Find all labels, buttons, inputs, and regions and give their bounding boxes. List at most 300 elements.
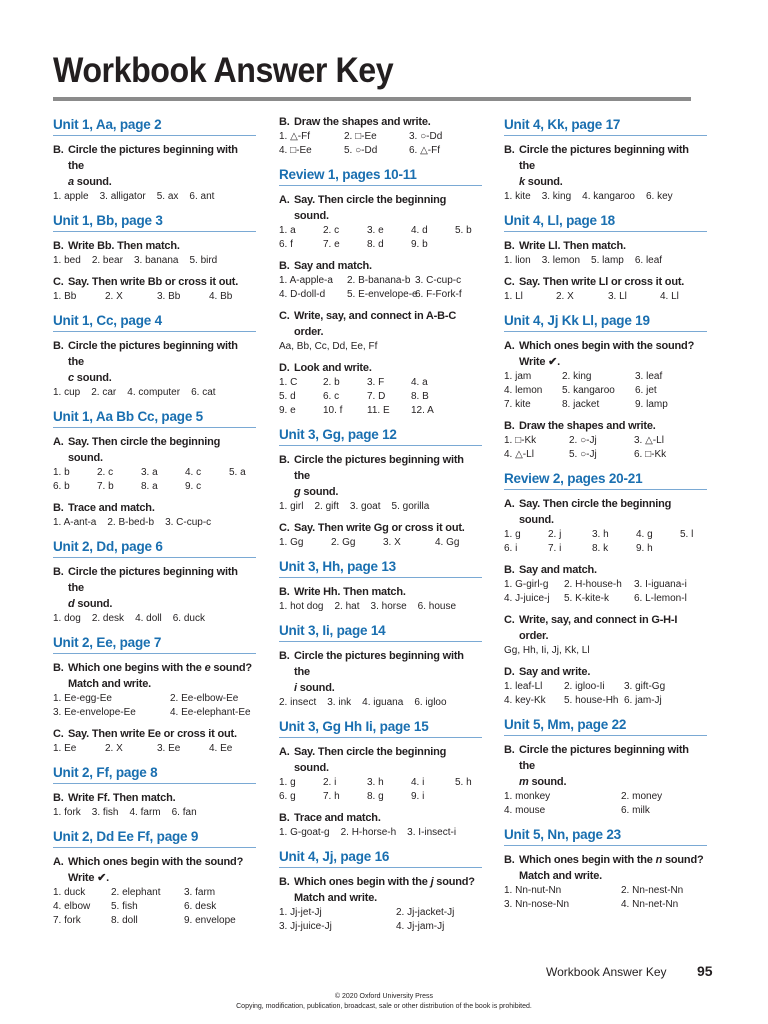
instruction-main: Say. Then write Gg or cross it out. (294, 522, 465, 534)
unit-section (53, 626, 256, 756)
exercise-instruction (504, 142, 707, 190)
exercise-instruction (504, 338, 707, 370)
exercise-letter: A. (279, 194, 290, 206)
answer-item: 3. I-insect-i (407, 827, 457, 838)
copyright-notice (0, 992, 768, 1012)
answer-item: 4. Ee (209, 743, 233, 754)
instruction-sound: g (294, 486, 301, 498)
answer-item: 11. E (367, 405, 390, 416)
answer-item: 8. k (592, 543, 609, 554)
unit-heading: Unit 1, Aa Bb Cc, page 5 (53, 400, 256, 428)
exercise-letter: C. (53, 728, 64, 740)
answer-row (504, 434, 707, 448)
instruction-main: Circle the pictures beginning with the (68, 144, 238, 172)
exercise-instruction (53, 790, 256, 806)
instruction-main: Draw the shapes and write. (294, 116, 431, 128)
answer-item: 4. elbow (53, 901, 91, 912)
answer-item: 4. g (636, 529, 653, 540)
instruction-main: Circle the pictures beginning with the (294, 454, 464, 482)
answer-item: 4. computer (127, 387, 181, 398)
answer-item: 8. g (367, 791, 384, 802)
answer-item (229, 480, 256, 494)
exercise-letter: C. (279, 310, 290, 322)
copyright-line-2: Copying, modification, publication, broadcast, sale or other distribution of the book is prohibited. (236, 1003, 532, 1010)
exercise-instruction (504, 274, 707, 290)
unit-heading: Review 1, pages 10-11 (279, 158, 482, 186)
answer-row (279, 376, 482, 390)
instruction-line2: Write ✔. (519, 356, 561, 368)
answer-item: 5. ○-Dd (344, 145, 378, 156)
answer-item: 4. J-juice-j (504, 593, 550, 604)
answer-item: 6. g (279, 791, 296, 802)
answer-item: 3. a (141, 467, 158, 478)
answer-item: 2. B-banana-b (347, 275, 411, 286)
instruction-main: Say. Then write Ll or cross it out. (519, 276, 685, 288)
answer-item: 7. kite (504, 399, 531, 410)
answer-item: 8. B (411, 391, 429, 402)
exercise-instruction (504, 852, 707, 884)
instruction-main: Say. Then circle the beginning sound. (294, 194, 447, 222)
instruction-sound: i (294, 682, 297, 694)
answer-item: 1. g (279, 777, 296, 788)
instruction-text (68, 274, 256, 290)
answer-item: 3. king (541, 191, 572, 202)
answer-item: 1. g (504, 529, 521, 540)
instruction-main: Which ones begin with the (519, 854, 653, 866)
instruction-text (68, 142, 256, 190)
answer-item: 3. goat (349, 501, 381, 512)
answer-item: 4. a (411, 377, 428, 388)
instruction-main: Write Bb. Then match. (68, 240, 180, 252)
answer-item: 1. G-goat-g (279, 827, 330, 838)
answer-row (53, 480, 256, 494)
answer-item: 1. lion (504, 255, 531, 266)
instruction-text (294, 874, 482, 906)
answer-item: 9. h (636, 543, 653, 554)
instruction-text (68, 238, 256, 254)
instruction-main: Say. Then circle the beginning sound. (68, 436, 221, 464)
answer-row (53, 692, 256, 706)
exercise-letter: B. (53, 144, 64, 156)
answer-item: 5. house-Hh (564, 695, 619, 706)
answer-row (53, 290, 256, 304)
answer-item: 2. X (105, 291, 123, 302)
exercise-letter: B. (53, 240, 64, 252)
answer-item: 9. i (411, 791, 425, 802)
instruction-rest: sound? (433, 876, 475, 888)
exercise-instruction (504, 238, 707, 254)
instruction-text (519, 852, 707, 884)
answer-item: 4. Nn-net-Nn (621, 899, 679, 910)
answer-item: 2. b (323, 377, 340, 388)
unit-section (504, 108, 707, 204)
answer-item: 3. alligator (99, 191, 146, 202)
instruction-text (294, 360, 482, 376)
answer-item: 1. duck (53, 887, 86, 898)
answer-item: 5. gorilla (391, 501, 430, 512)
exercise-letter: C. (53, 276, 64, 288)
answer-row (53, 742, 256, 756)
answer-item: 9. envelope (184, 915, 236, 926)
exercise-instruction (504, 742, 707, 790)
answer-item (680, 542, 707, 556)
answer-line (504, 254, 707, 268)
instruction-text (294, 584, 482, 600)
answer-item: 7. e (323, 239, 340, 250)
exercise-letter: D. (279, 362, 290, 374)
footer-label: Workbook Answer Key (546, 965, 667, 979)
unit-section (504, 818, 707, 912)
answer-item: 7. D (367, 391, 386, 402)
instruction-line2: sound. (74, 598, 113, 610)
answer-item: 1. Ll (504, 291, 523, 302)
exercise-instruction (504, 664, 707, 680)
exercise-letter: B. (504, 420, 515, 432)
exercise-letter: A. (504, 498, 515, 510)
answer-item: 1. Nn-nut-Nn (504, 885, 562, 896)
answer-item: 4. c (185, 467, 202, 478)
answer-item: 1. bed (53, 255, 81, 266)
answer-item: 2. car (91, 387, 117, 398)
instruction-text (294, 520, 482, 536)
answer-item: 3. Ll (608, 291, 627, 302)
unit-section (53, 756, 256, 820)
answer-item: 2. desk (91, 613, 125, 624)
answer-item: 1. G-girl-g (504, 579, 549, 590)
instruction-text (519, 418, 707, 434)
unit-heading: Unit 4, Jj Kk Ll, page 19 (504, 304, 707, 332)
unit-heading: Unit 4, Kk, page 17 (504, 108, 707, 136)
answer-row (279, 776, 482, 790)
answer-item: 4. Gg (435, 537, 460, 548)
page-number: 95 (697, 963, 713, 979)
answer-item: 4. △-Ll (504, 449, 534, 460)
answer-item: 3. banana (133, 255, 179, 266)
exercise-instruction (53, 142, 256, 190)
exercise-instruction (279, 874, 482, 906)
answer-item: 5. a (229, 467, 246, 478)
instruction-text (294, 452, 482, 500)
instruction-main: Say. Then write Bb or cross it out. (68, 276, 239, 288)
instruction-main: Circle the pictures beginning with the (68, 566, 238, 594)
answer-item: 2. Nn-nest-Nn (621, 885, 684, 896)
instruction-main: Which ones begin with the (294, 876, 428, 888)
instruction-main: Trace and match. (294, 812, 381, 824)
answer-item: 1. △-Ff (279, 131, 311, 142)
answer-row (279, 288, 482, 302)
answer-item: 1. girl (279, 501, 304, 512)
exercise-instruction (279, 258, 482, 274)
exercise-instruction (53, 564, 256, 612)
instruction-main: Write, say, and connect in A-B-C order. (294, 310, 457, 338)
exercise-letter: A. (53, 436, 64, 448)
copyright-line-1: © 2020 Oxford University Press (334, 993, 434, 1000)
unit-section (53, 204, 256, 304)
instruction-text (519, 338, 707, 370)
unit-heading: Unit 1, Aa, page 2 (53, 108, 256, 136)
answer-line (279, 600, 482, 614)
instruction-text (294, 744, 482, 776)
unit-section (279, 418, 482, 550)
instruction-text (294, 192, 482, 224)
instruction-text (294, 258, 482, 274)
answer-item: 4. mouse (504, 805, 546, 816)
answer-item: 5. lamp (591, 255, 624, 266)
answer-row (279, 390, 482, 404)
answer-item: 1. a (279, 225, 296, 236)
answer-row (279, 790, 482, 804)
exercise-instruction (279, 114, 482, 130)
answer-item: 2. Ee-elbow-Ee (170, 693, 239, 704)
instruction-line2: Write ✔. (68, 872, 110, 884)
answer-item: 4. farm (129, 807, 161, 818)
instruction-line2: sound. (300, 486, 339, 498)
answer-row (504, 592, 707, 606)
instruction-main: Circle the pictures beginning with the (519, 744, 689, 772)
answer-row (504, 790, 707, 804)
unit-section (279, 114, 482, 158)
exercise-letter: B. (279, 116, 290, 128)
exercise-letter: A. (504, 340, 515, 352)
exercise-instruction (279, 810, 482, 826)
answer-row (53, 706, 256, 720)
answer-item: 4. D-doll-d (279, 289, 326, 300)
exercise-instruction (279, 648, 482, 696)
unit-section (279, 158, 482, 418)
unit-heading: Unit 2, Dd, page 6 (53, 530, 256, 558)
unit-heading: Unit 3, Gg, page 12 (279, 418, 482, 446)
unit-heading: Unit 5, Nn, page 23 (504, 818, 707, 846)
answer-item: 4. d (411, 225, 428, 236)
instruction-main: Write Ll. Then match. (519, 240, 626, 252)
answer-item: 5. b (455, 225, 472, 236)
answer-row (279, 130, 482, 144)
answer-item: 5. bird (189, 255, 218, 266)
answer-row (279, 274, 482, 288)
answer-item: 2. B-bed-b (107, 517, 155, 528)
answer-item: 2. X (556, 291, 574, 302)
answer-item: 3. I-iguana-i (634, 579, 687, 590)
answer-item: 2. king (562, 371, 592, 382)
answer-item: 1. dog (53, 613, 81, 624)
unit-section (504, 304, 707, 462)
unit-section (504, 204, 707, 304)
answer-item: 1. leaf-Ll (504, 681, 543, 692)
answer-row (53, 914, 256, 928)
exercise-instruction (53, 854, 256, 886)
answer-item: 1. C (279, 377, 298, 388)
instruction-main: Say and match. (519, 564, 597, 576)
instruction-main: Trace and match. (68, 502, 155, 514)
instruction-text (519, 664, 707, 680)
answer-item: 4. key-Kk (504, 695, 546, 706)
answer-row (504, 528, 707, 542)
exercise-letter: C. (504, 276, 515, 288)
answer-item: 3. Ee (157, 743, 181, 754)
unit-heading: Review 2, pages 20-21 (504, 462, 707, 490)
exercise-letter: B. (279, 454, 290, 466)
exercise-instruction (279, 744, 482, 776)
exercise-letter: B. (279, 586, 290, 598)
instruction-sound: k (519, 176, 525, 188)
answer-row (279, 224, 482, 238)
exercise-letter: B. (279, 260, 290, 272)
answer-line (279, 340, 482, 354)
answer-item: 8. a (141, 481, 158, 492)
answer-item: 10. f (323, 405, 343, 416)
unit-heading: Unit 4, Ll, page 18 (504, 204, 707, 232)
instruction-main: Circle the pictures beginning with the (294, 650, 464, 678)
answer-row (504, 680, 707, 694)
answer-item: 2. X (105, 743, 123, 754)
answer-item: 1. Ee-egg-Ee (53, 693, 112, 704)
instruction-line2: Match and write. (294, 892, 377, 904)
answer-item: 3. △-Ll (634, 435, 664, 446)
answer-item: 3. C-cup-c (415, 275, 462, 286)
answer-item: 2. H-house-h (564, 579, 622, 590)
exercise-instruction (53, 660, 256, 692)
answer-item: 3. Jj-juice-Jj (279, 921, 332, 932)
answer-item: 12. A (411, 405, 434, 416)
instruction-text (294, 648, 482, 696)
unit-heading: Unit 1, Cc, page 4 (53, 304, 256, 332)
answer-line (504, 644, 707, 658)
answer-item: 3. e (367, 225, 384, 236)
unit-section (279, 550, 482, 614)
instruction-text (519, 496, 707, 528)
answer-line (53, 386, 256, 400)
instruction-main: Write, say, and connect in G-H-I order. (519, 614, 678, 642)
answer-item: 2. money (621, 791, 663, 802)
exercise-instruction (504, 496, 707, 528)
unit-heading: Unit 3, Hh, page 13 (279, 550, 482, 578)
answer-row (53, 886, 256, 900)
instruction-text (68, 564, 256, 612)
answer-row (53, 900, 256, 914)
unit-section (279, 614, 482, 710)
answer-item: 6. leaf (634, 255, 663, 266)
exercise-instruction (504, 562, 707, 578)
answer-line (53, 806, 256, 820)
answer-item: 3. gift-Gg (624, 681, 666, 692)
answer-item: Aa, Bb, Cc, Dd, Ee, Ff (279, 341, 378, 352)
answer-item: 9. e (279, 405, 296, 416)
exercise-letter: B. (53, 662, 64, 674)
answer-item: 2. H-horse-h (340, 827, 397, 838)
answer-item: 7. i (548, 543, 562, 554)
answer-item: 6. milk (621, 805, 650, 816)
answer-item: 4. kangaroo (582, 191, 635, 202)
answer-row (504, 804, 707, 818)
answer-item: 6. L-lemon-l (634, 593, 687, 604)
answer-item: 1. Jj-jet-Jj (279, 907, 322, 918)
answer-row (279, 536, 482, 550)
answer-item: 3. h (592, 529, 609, 540)
instruction-text (294, 308, 482, 340)
answer-line (53, 254, 256, 268)
answer-item: 5. E-envelope-e (347, 289, 418, 300)
answer-item: 9. lamp (635, 399, 668, 410)
answer-item: 3. Nn-nose-Nn (504, 899, 570, 910)
answer-item: 4. doll (135, 613, 162, 624)
instruction-line2: sound. (73, 176, 112, 188)
answer-item: 8. d (367, 239, 384, 250)
instruction-main: Circle the pictures beginning with the (519, 144, 689, 172)
answer-item: 6. △-Ff (409, 145, 441, 156)
answer-row (504, 398, 707, 412)
answer-item: 1. hot dog (279, 601, 324, 612)
page-title: Workbook Answer Key (53, 51, 394, 90)
answer-item: 2. bear (91, 255, 123, 266)
answer-item: 6. c (323, 391, 340, 402)
answer-item: 3. h (367, 777, 384, 788)
answer-item: 2. j (548, 529, 562, 540)
answer-item: 6. desk (184, 901, 217, 912)
answer-item: 6. fan (171, 807, 197, 818)
unit-section (504, 462, 707, 708)
exercise-letter: B. (53, 566, 64, 578)
answer-row (504, 542, 707, 556)
answer-item: 2. i (323, 777, 337, 788)
instruction-main: Say. Then circle the beginning sound. (519, 498, 672, 526)
title-rule (53, 97, 691, 101)
instruction-line2: sound. (528, 776, 567, 788)
instruction-rest: sound? (662, 854, 704, 866)
instruction-line2: sound. (524, 176, 563, 188)
exercise-letter: D. (504, 666, 515, 678)
answer-row (53, 466, 256, 480)
answer-item: 4. Jj-jam-Jj (396, 921, 445, 932)
unit-heading: Unit 5, Mm, page 22 (504, 708, 707, 736)
answer-item: 8. jacket (562, 399, 600, 410)
exercise-letter: B. (504, 144, 515, 156)
exercise-instruction (279, 308, 482, 340)
answer-item: 6. □-Kk (634, 449, 667, 460)
answer-row (504, 448, 707, 462)
exercise-letter: C. (504, 614, 515, 626)
instruction-text (519, 274, 707, 290)
exercise-instruction (279, 452, 482, 500)
answer-item: 1. Gg (279, 537, 304, 548)
exercise-letter: B. (504, 744, 515, 756)
answer-line (279, 826, 482, 840)
unit-section (53, 400, 256, 530)
unit-heading: Unit 3, Gg Hh Ii, page 15 (279, 710, 482, 738)
answer-item: 3. C-cup-c (165, 517, 212, 528)
answer-item: 2. ○-Jj (569, 435, 597, 446)
answer-item: 1. kite (504, 191, 531, 202)
answer-item: 3. farm (184, 887, 216, 898)
instruction-text (519, 742, 707, 790)
answer-item: 1. monkey (504, 791, 551, 802)
unit-section (53, 108, 256, 204)
answer-row (504, 884, 707, 898)
answer-item: 4. lemon (504, 385, 543, 396)
exercise-instruction (53, 500, 256, 516)
answer-item: 4. iguana (362, 697, 404, 708)
instruction-text (519, 142, 707, 190)
answer-item: 3. Ee-envelope-Ee (53, 707, 136, 718)
exercise-letter: A. (279, 746, 290, 758)
exercise-letter: B. (504, 564, 515, 576)
answer-item: 1. Bb (53, 291, 77, 302)
instruction-main: Say and write. (519, 666, 591, 678)
exercise-instruction (53, 434, 256, 466)
answer-item: 2. c (97, 467, 114, 478)
answer-row (504, 370, 707, 384)
exercise-letter: C. (279, 522, 290, 534)
exercise-letter: B. (504, 854, 515, 866)
